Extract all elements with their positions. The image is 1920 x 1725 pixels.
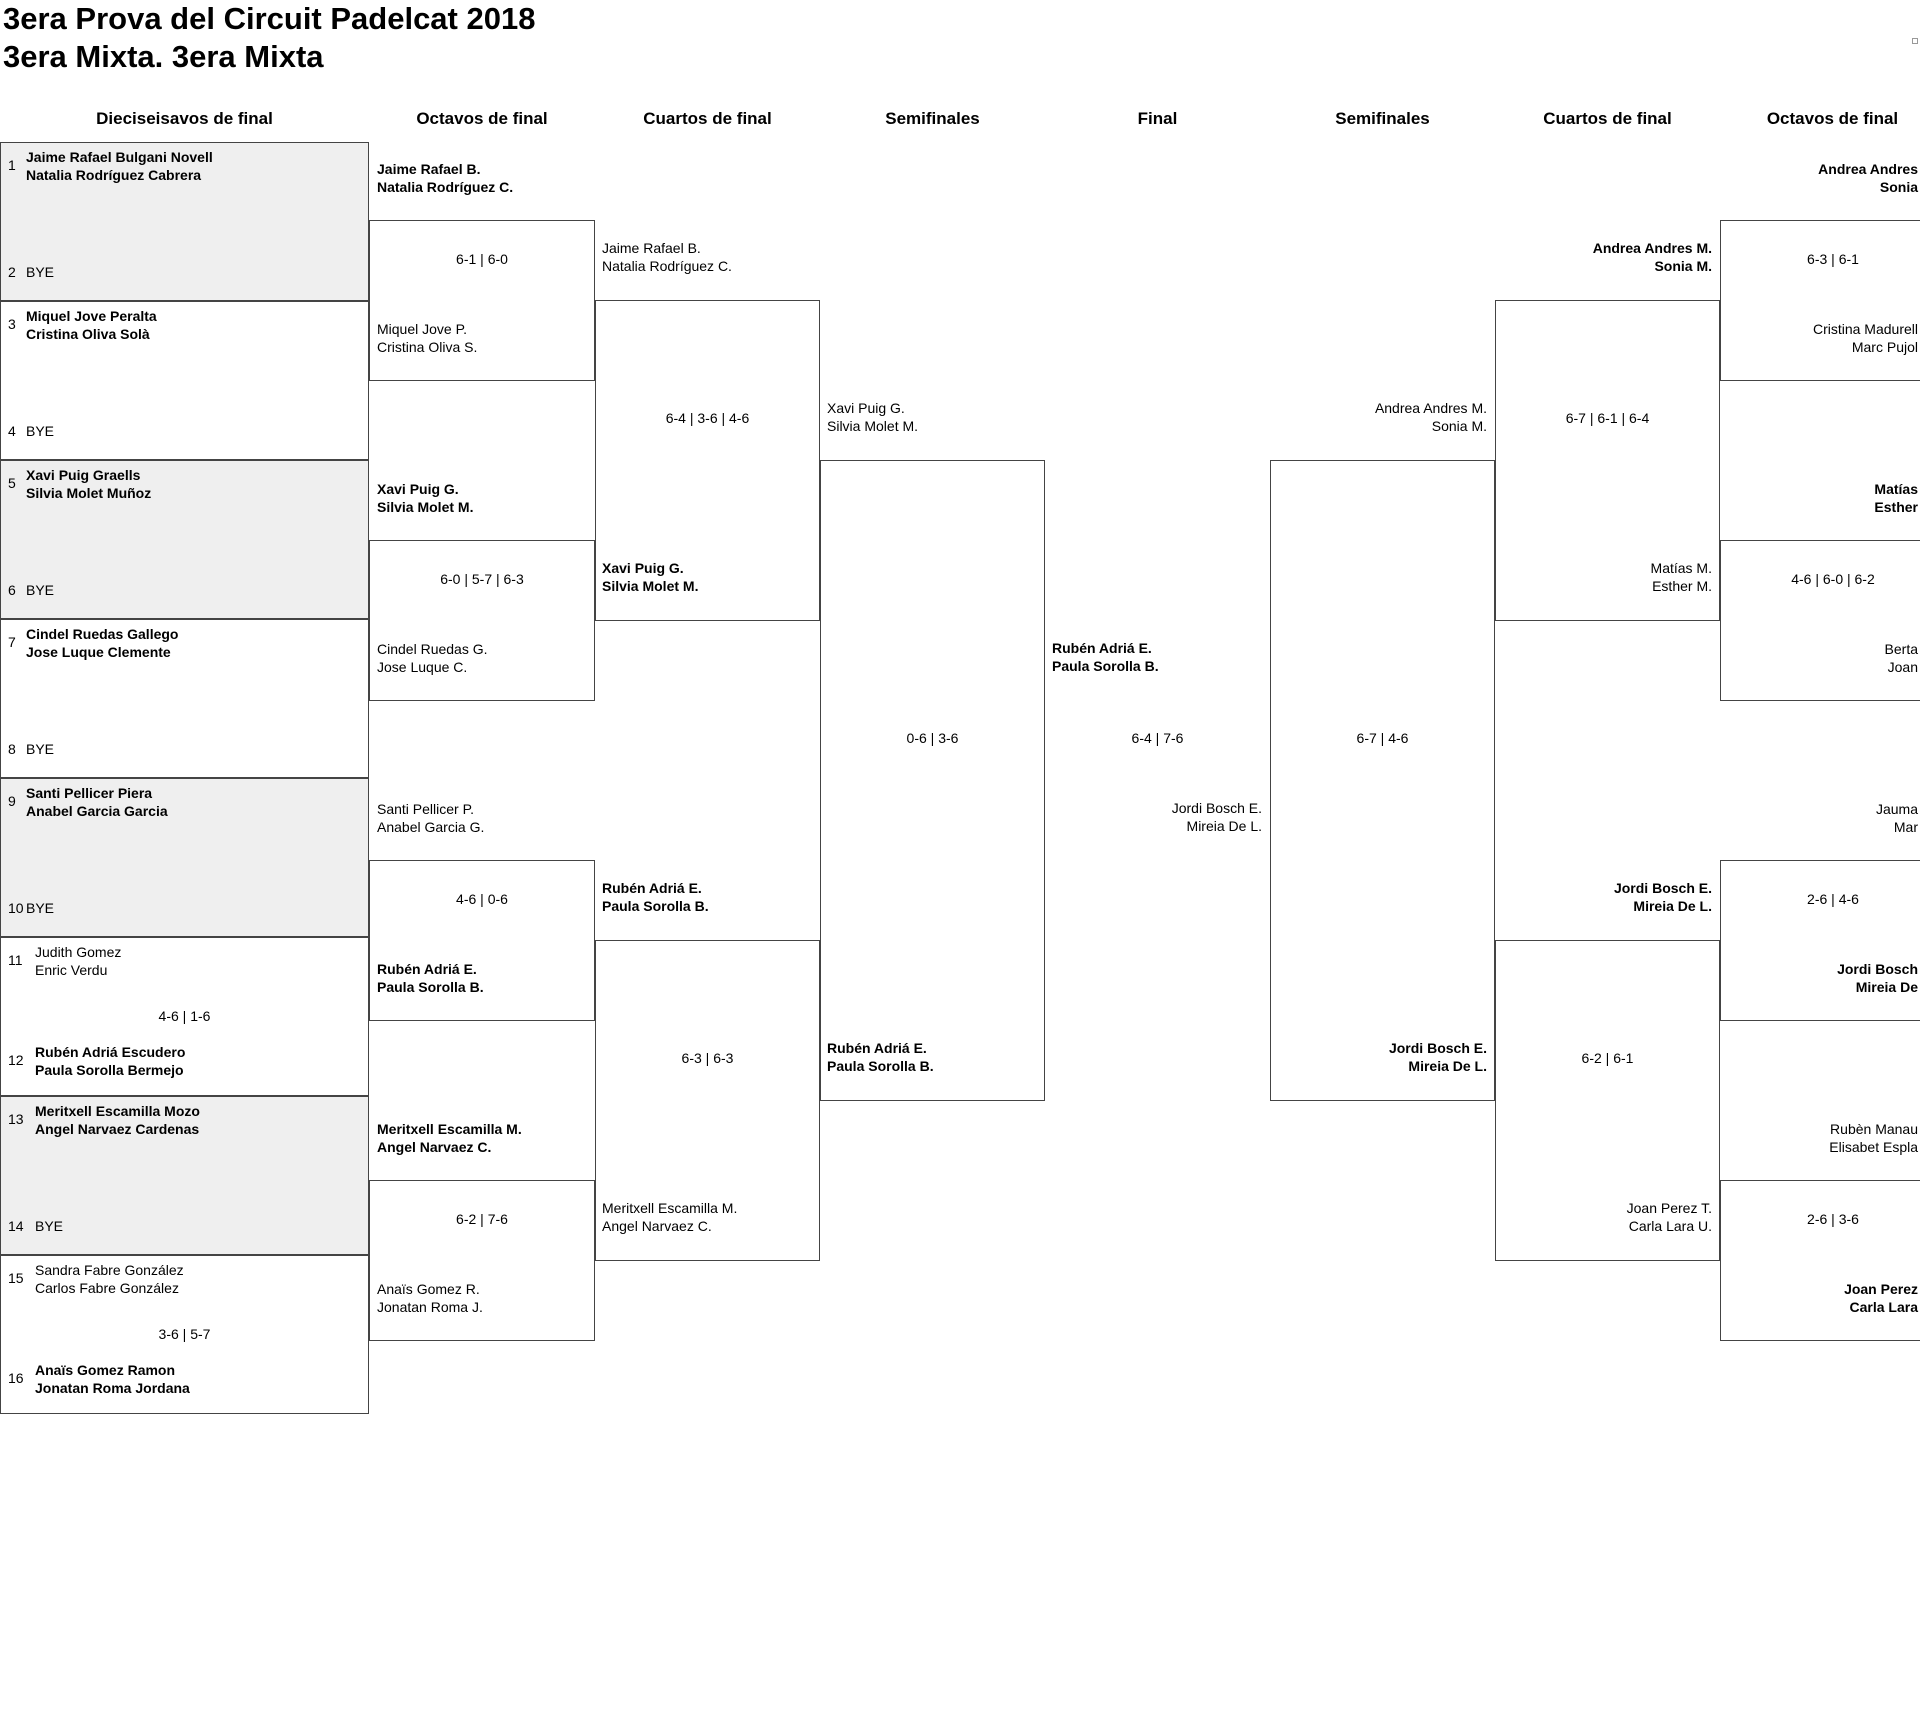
match-score: 6-7 | 6-1 | 6-4 [1565,410,1650,426]
team-line: Carla Lara [1849,1299,1918,1315]
team-line: Jaime Rafael B. [602,240,701,256]
seed-number: 5 [8,475,16,491]
team-line: Cindel Ruedas G. [377,641,488,657]
team-line: Berta [1884,641,1918,657]
team-line: Mireia De [1855,979,1918,995]
page-subtitle: 3era Mixta. 3era Mixta [3,39,324,74]
match-score: 6-1 | 6-0 [456,251,508,267]
team-line: Miquel Jove P. [377,321,468,337]
team-line: Jose Luque C. [377,659,468,675]
team-line: Jordi Bosch E. [1613,880,1712,896]
team-line: Carla Lara U. [1628,1218,1712,1234]
bye-label: BYE [26,741,55,757]
team-line: Marc Pujol [1851,339,1918,355]
round-header: Dieciseisavos de final [96,109,273,128]
player-name: Natalia Rodríguez Cabrera [26,167,202,183]
team-line: Paula Sorolla B. [377,979,484,995]
team-line: Jonatan Roma J. [377,1299,483,1315]
player-name: Meritxell Escamilla Mozo [35,1103,200,1119]
player-name: Miquel Jove Peralta [26,308,157,324]
team-line: Paula Sorolla B. [827,1058,934,1074]
seed-number: 4 [8,423,16,439]
team-line: Jordi Bosch [1837,961,1918,977]
bye-label: BYE [26,423,55,439]
match-score: 6-2 | 7-6 [456,1211,508,1227]
team-line: Jordi Bosch E. [1388,1040,1487,1056]
player-name: Xavi Puig Graells [26,467,141,483]
team-line: Natalia Rodríguez C. [602,258,732,274]
team-line: Joan Perez T. [1626,1200,1712,1216]
round-header: Cuartos de final [643,109,772,128]
seed-number: 9 [8,793,16,809]
match-score: 4-6 | 1-6 [158,1008,211,1024]
round-header: Cuartos de final [1543,109,1672,128]
player-name: Anaïs Gomez Ramon [35,1362,176,1378]
round-header: Octavos de final [416,109,548,128]
team-line: Angel Narvaez C. [377,1139,492,1155]
seed-number: 3 [8,316,16,332]
seed-number: 2 [8,264,16,280]
bye-label: BYE [26,900,55,916]
player-name: Rubén Adriá Escudero [35,1044,186,1060]
match-score: 6-4 | 7-6 [1131,730,1184,746]
team-line: Xavi Puig G. [377,481,459,497]
team-line: Mireia De L. [1186,818,1262,834]
match-score: 6-3 | 6-3 [681,1050,734,1066]
match-connector [369,540,595,701]
team-line: Angel Narvaez C. [602,1218,712,1234]
match-score: 2-6 | 4-6 [1807,891,1859,907]
player-name: Cindel Ruedas Gallego [26,626,179,642]
player-name: Anabel Garcia Garcia [26,803,168,819]
team-line: Paula Sorolla B. [1052,658,1159,674]
match-score: 6-0 | 5-7 | 6-3 [440,571,524,587]
team-line: Cristina Madurell [1812,321,1918,337]
seed-number: 1 [8,157,16,173]
team-line: Silvia Molet M. [602,578,699,594]
player-name: Enric Verdu [35,962,108,978]
player-name: Santi Pellicer Piera [26,785,153,801]
player-name: Jose Luque Clemente [26,644,171,660]
seed-number: 14 [8,1218,24,1234]
team-line: Santi Pellicer P. [377,801,475,817]
team-line: Matías [1874,481,1918,497]
match-score: 6-2 | 6-1 [1581,1050,1634,1066]
team-line: Mireia De L. [1408,1058,1487,1074]
round-header: Final [1137,109,1178,128]
team-line: Rubèn Manau [1830,1121,1918,1137]
team-line: Xavi Puig G. [602,560,684,576]
team-line: Rubén Adriá E. [377,961,477,977]
team-line: Natalia Rodríguez C. [377,179,514,195]
team-line: Rubén Adriá E. [1052,640,1152,656]
team-line: Anaïs Gomez R. [377,1281,480,1297]
seed-number: 16 [8,1370,24,1386]
player-name: Cristina Oliva Solà [26,326,150,342]
player-name: Angel Narvaez Cardenas [35,1121,200,1137]
team-line: Anabel Garcia G. [377,819,485,835]
bye-label: BYE [26,582,55,598]
team-line: Joan [1887,659,1918,675]
match-connector [1720,1180,1920,1341]
team-line: Joan Perez [1844,1281,1918,1297]
round-header: Semifinales [885,109,980,128]
match-connector [369,220,595,381]
round-header: Semifinales [1335,109,1430,128]
match-score: 6-4 | 3-6 | 4-6 [665,410,750,426]
match-connector [369,860,595,1021]
match-connector [1270,460,1495,1101]
team-line: Rubén Adriá E. [602,880,702,896]
team-line: Sonia M. [1431,418,1487,434]
team-line: Andrea Andres M. [1592,240,1712,256]
team-line: Sonia M. [1654,258,1712,274]
seed-number: 13 [8,1111,24,1127]
match-score: 6-3 | 6-1 [1807,251,1859,267]
team-line: Andrea Andres [1818,161,1918,177]
seed-number: 11 [8,952,23,968]
match-connector [1720,540,1920,701]
match-connector [1720,220,1920,381]
seed-number: 12 [8,1052,24,1068]
seed-number: 6 [8,582,16,598]
team-line: Paula Sorolla B. [602,898,709,914]
seed-number: 8 [8,741,16,757]
bye-label: BYE [35,1218,64,1234]
team-line: Mireia De L. [1633,898,1712,914]
team-line: Cristina Oliva S. [377,339,478,355]
small-square-icon [1912,38,1918,44]
seed-number: 7 [8,634,16,650]
team-line: Meritxell Escamilla M. [602,1200,738,1216]
team-line: Elisabet Espla [1829,1139,1918,1155]
team-line: Matías M. [1650,560,1712,576]
team-line: Esther [1874,499,1918,515]
team-line: Jordi Bosch E. [1171,800,1262,816]
player-name: Paula Sorolla Bermejo [35,1062,184,1078]
team-line: Meritxell Escamilla M. [377,1121,522,1137]
seed-number: 10 [8,900,24,916]
match-score: 6-7 | 4-6 [1356,730,1409,746]
player-name: Judith Gomez [35,944,122,960]
team-line: Silvia Molet M. [827,418,919,434]
match-score: 3-6 | 5-7 [158,1326,211,1342]
team-line: Esther M. [1652,578,1712,594]
round-header: Octavos de final [1766,109,1899,128]
match-score: 4-6 | 0-6 [456,891,508,907]
team-line: Rubén Adriá E. [827,1040,927,1056]
team-line: Jaime Rafael B. [377,161,481,177]
player-name: Jonatan Roma Jordana [35,1380,190,1396]
team-line: Andrea Andres M. [1374,400,1487,416]
team-line: Silvia Molet M. [377,499,474,515]
match-connector [820,460,1045,1101]
player-name: Jaime Rafael Bulgani Novell [26,149,213,165]
seed-number: 15 [8,1270,24,1286]
match-connector [369,1180,595,1341]
player-name: Silvia Molet Muñoz [26,485,152,501]
page-title: 3era Prova del Circuit Padelcat 2018 [3,1,536,36]
match-connector [1720,860,1920,1021]
bye-label: BYE [26,264,55,280]
player-name: Carlos Fabre González [35,1280,179,1296]
match-score: 0-6 | 3-6 [906,730,959,746]
player-name: Sandra Fabre González [35,1262,184,1278]
team-line: Jauma [1875,801,1918,817]
match-score: 2-6 | 3-6 [1807,1211,1859,1227]
match-score: 4-6 | 6-0 | 6-2 [1791,571,1875,587]
team-line: Sonia [1879,179,1918,195]
team-line: Xavi Puig G. [827,400,905,416]
team-line: Mar [1893,819,1918,835]
